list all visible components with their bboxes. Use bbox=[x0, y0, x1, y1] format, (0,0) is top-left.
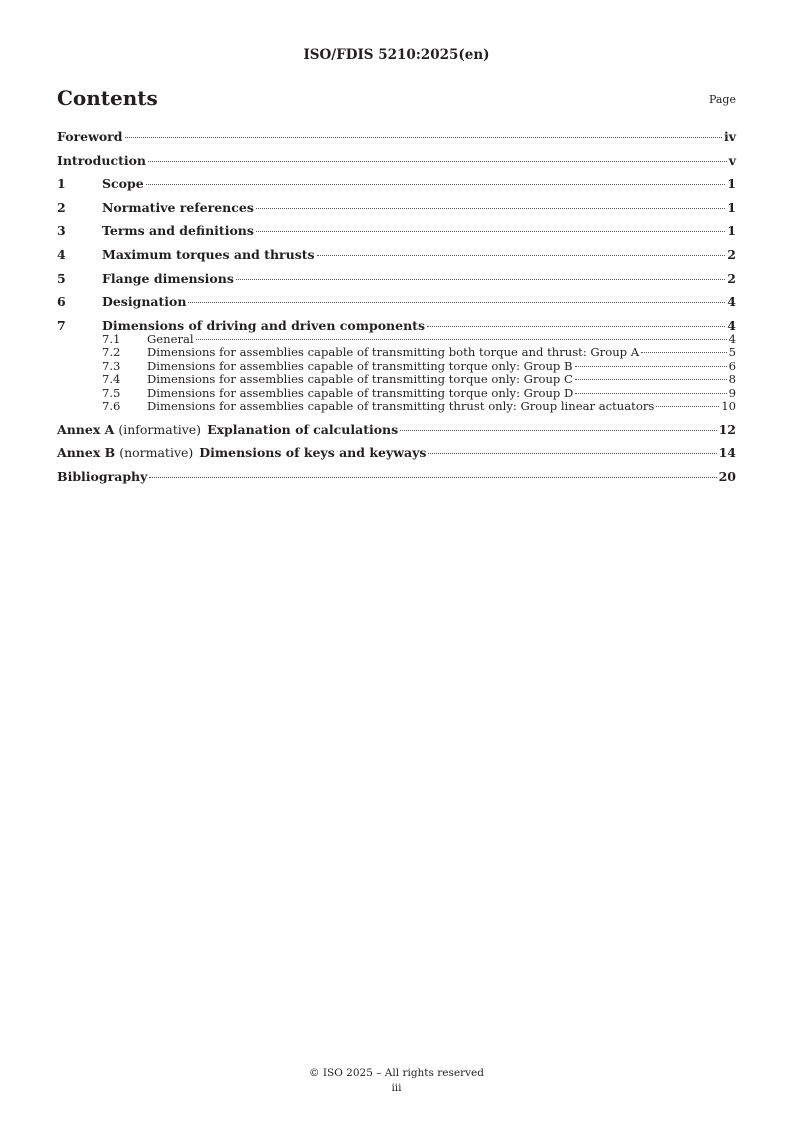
dot-leader bbox=[188, 302, 725, 303]
toc-subentry-group-a[interactable] bbox=[57, 346, 736, 360]
dot-leader bbox=[575, 393, 726, 394]
toc-entry-annex-b[interactable] bbox=[57, 445, 736, 460]
dot-leader bbox=[400, 430, 716, 431]
dot-leader bbox=[256, 208, 725, 209]
annex-type: (normative) bbox=[119, 445, 194, 461]
toc-entry-page: iv bbox=[723, 129, 736, 144]
table-of-contents bbox=[57, 129, 736, 493]
toc-entry-annex-a[interactable] bbox=[57, 422, 736, 437]
dot-leader bbox=[148, 161, 727, 162]
dot-leader bbox=[236, 279, 725, 280]
dot-leader bbox=[149, 477, 716, 478]
toc-subentry-page: 4 bbox=[728, 331, 736, 346]
toc-entry-page: 1 bbox=[727, 199, 736, 215]
toc-subentry-number: 7.6 bbox=[102, 399, 121, 414]
toc-subentry-label: Dimensions for assemblies capable of transmitting torque only: Group C bbox=[147, 372, 573, 387]
toc-entry-number: 6 bbox=[57, 294, 66, 310]
toc-subentry-number: 7.1 bbox=[102, 331, 121, 346]
toc-entry-bibliography[interactable] bbox=[57, 469, 736, 484]
toc-entry-number: 2 bbox=[57, 199, 66, 215]
toc-entry-maximum-torques[interactable] bbox=[57, 247, 736, 262]
annex-type: (informative) bbox=[118, 421, 202, 437]
contents-title: Contents bbox=[57, 86, 158, 110]
annex-prefix: Annex B bbox=[57, 445, 116, 461]
toc-entry-page: 4 bbox=[727, 294, 736, 310]
page-number: iii bbox=[391, 1082, 402, 1094]
toc-entry-label: Introduction bbox=[57, 152, 147, 168]
toc-subentry-number: 7.3 bbox=[102, 358, 121, 373]
toc-entry-introduction[interactable] bbox=[57, 153, 736, 168]
toc-entry-page: v bbox=[728, 152, 736, 168]
dot-leader bbox=[256, 231, 725, 232]
toc-entry-page: 12 bbox=[718, 421, 736, 437]
toc-entry-label: Bibliography bbox=[57, 468, 148, 484]
page-footer bbox=[0, 1066, 793, 1096]
toc-entry-label: Flange dimensions bbox=[102, 270, 234, 286]
toc-subentry-group-c[interactable] bbox=[57, 373, 736, 387]
toc-entry-label: Terms and definitions bbox=[102, 223, 254, 239]
toc-entry-number: 4 bbox=[57, 246, 66, 262]
toc-subentry-page: 10 bbox=[721, 399, 736, 414]
toc-subentry-label: General bbox=[147, 331, 194, 346]
toc-entry-page: 2 bbox=[727, 270, 736, 286]
toc-subentry-page: 6 bbox=[728, 358, 736, 373]
annex-title: Explanation of calculations bbox=[207, 421, 399, 437]
document-header: ISO/FDIS 5210:2025(en) bbox=[303, 47, 490, 63]
dot-leader bbox=[146, 184, 726, 185]
page-column-label: Page bbox=[708, 93, 736, 106]
copyright-notice: © ISO 2025 – All rights reserved bbox=[309, 1067, 484, 1079]
toc-entry-page: 1 bbox=[727, 223, 736, 239]
dot-leader bbox=[317, 255, 726, 256]
toc-entry-label: Designation bbox=[102, 294, 187, 310]
toc-entry-scope[interactable] bbox=[57, 176, 736, 191]
toc-entry-page: 2 bbox=[727, 246, 736, 262]
dot-leader bbox=[656, 406, 719, 407]
toc-entry-label: Foreword bbox=[57, 129, 123, 144]
toc-entry-foreword[interactable] bbox=[57, 129, 736, 144]
toc-entry-designation[interactable] bbox=[57, 294, 736, 309]
toc-subentry-general[interactable] bbox=[57, 333, 736, 347]
dot-leader bbox=[575, 366, 727, 367]
toc-subentry-page: 5 bbox=[728, 345, 736, 360]
toc-subentry-group-d[interactable] bbox=[57, 387, 736, 401]
dot-leader bbox=[428, 453, 716, 454]
toc-entry-flange-dimensions[interactable] bbox=[57, 271, 736, 286]
toc-entry-page: 1 bbox=[727, 176, 736, 192]
toc-subentry-linear-actuators[interactable] bbox=[57, 400, 736, 414]
toc-entry-label: Scope bbox=[102, 176, 144, 192]
toc-entry-terms-and-definitions[interactable] bbox=[57, 223, 736, 238]
toc-subentry-label: Dimensions for assemblies capable of transmitting both torque and thrust: Group A bbox=[147, 345, 640, 360]
toc-subentry-label: Dimensions for assemblies capable of transmitting torque only: Group B bbox=[147, 358, 573, 373]
toc-subentry-page: 9 bbox=[728, 385, 736, 400]
toc-subentry-label: Dimensions for assemblies capable of transmitting thrust only: Group linear actuators bbox=[147, 399, 655, 414]
toc-subentry-number: 7.4 bbox=[102, 372, 121, 387]
toc-entry-number: 1 bbox=[57, 176, 66, 192]
toc-subentry-label: Dimensions for assemblies capable of transmitting torque only: Group D bbox=[147, 385, 574, 400]
toc-entry-page: 14 bbox=[718, 445, 736, 461]
annex-prefix: Annex A bbox=[57, 421, 115, 437]
toc-subentry-page: 8 bbox=[728, 372, 736, 387]
toc-entry-page: 4 bbox=[727, 317, 736, 333]
toc-entry-label: Maximum torques and thrusts bbox=[102, 246, 315, 262]
toc-entry-normative-references[interactable] bbox=[57, 200, 736, 215]
toc-entry-label: Normative references bbox=[102, 199, 254, 215]
toc-entry-number: 3 bbox=[57, 223, 66, 239]
toc-subentry-number: 7.5 bbox=[102, 385, 121, 400]
dot-leader bbox=[641, 352, 726, 353]
dot-leader bbox=[427, 326, 725, 327]
toc-entry-number: 7 bbox=[57, 317, 66, 333]
dot-leader bbox=[575, 379, 727, 380]
toc-entry-page: 20 bbox=[718, 468, 736, 484]
toc-subentry-group-b[interactable] bbox=[57, 360, 736, 374]
dot-leader bbox=[125, 137, 722, 138]
toc-entry-number: 5 bbox=[57, 270, 66, 286]
dot-leader bbox=[196, 339, 727, 340]
toc-entry-label: Dimensions of driving and driven components bbox=[102, 317, 425, 333]
toc-subentry-number: 7.2 bbox=[102, 345, 121, 360]
toc-entry-dimensions-components[interactable] bbox=[57, 318, 736, 333]
annex-title: Dimensions of keys and keyways bbox=[199, 445, 427, 461]
